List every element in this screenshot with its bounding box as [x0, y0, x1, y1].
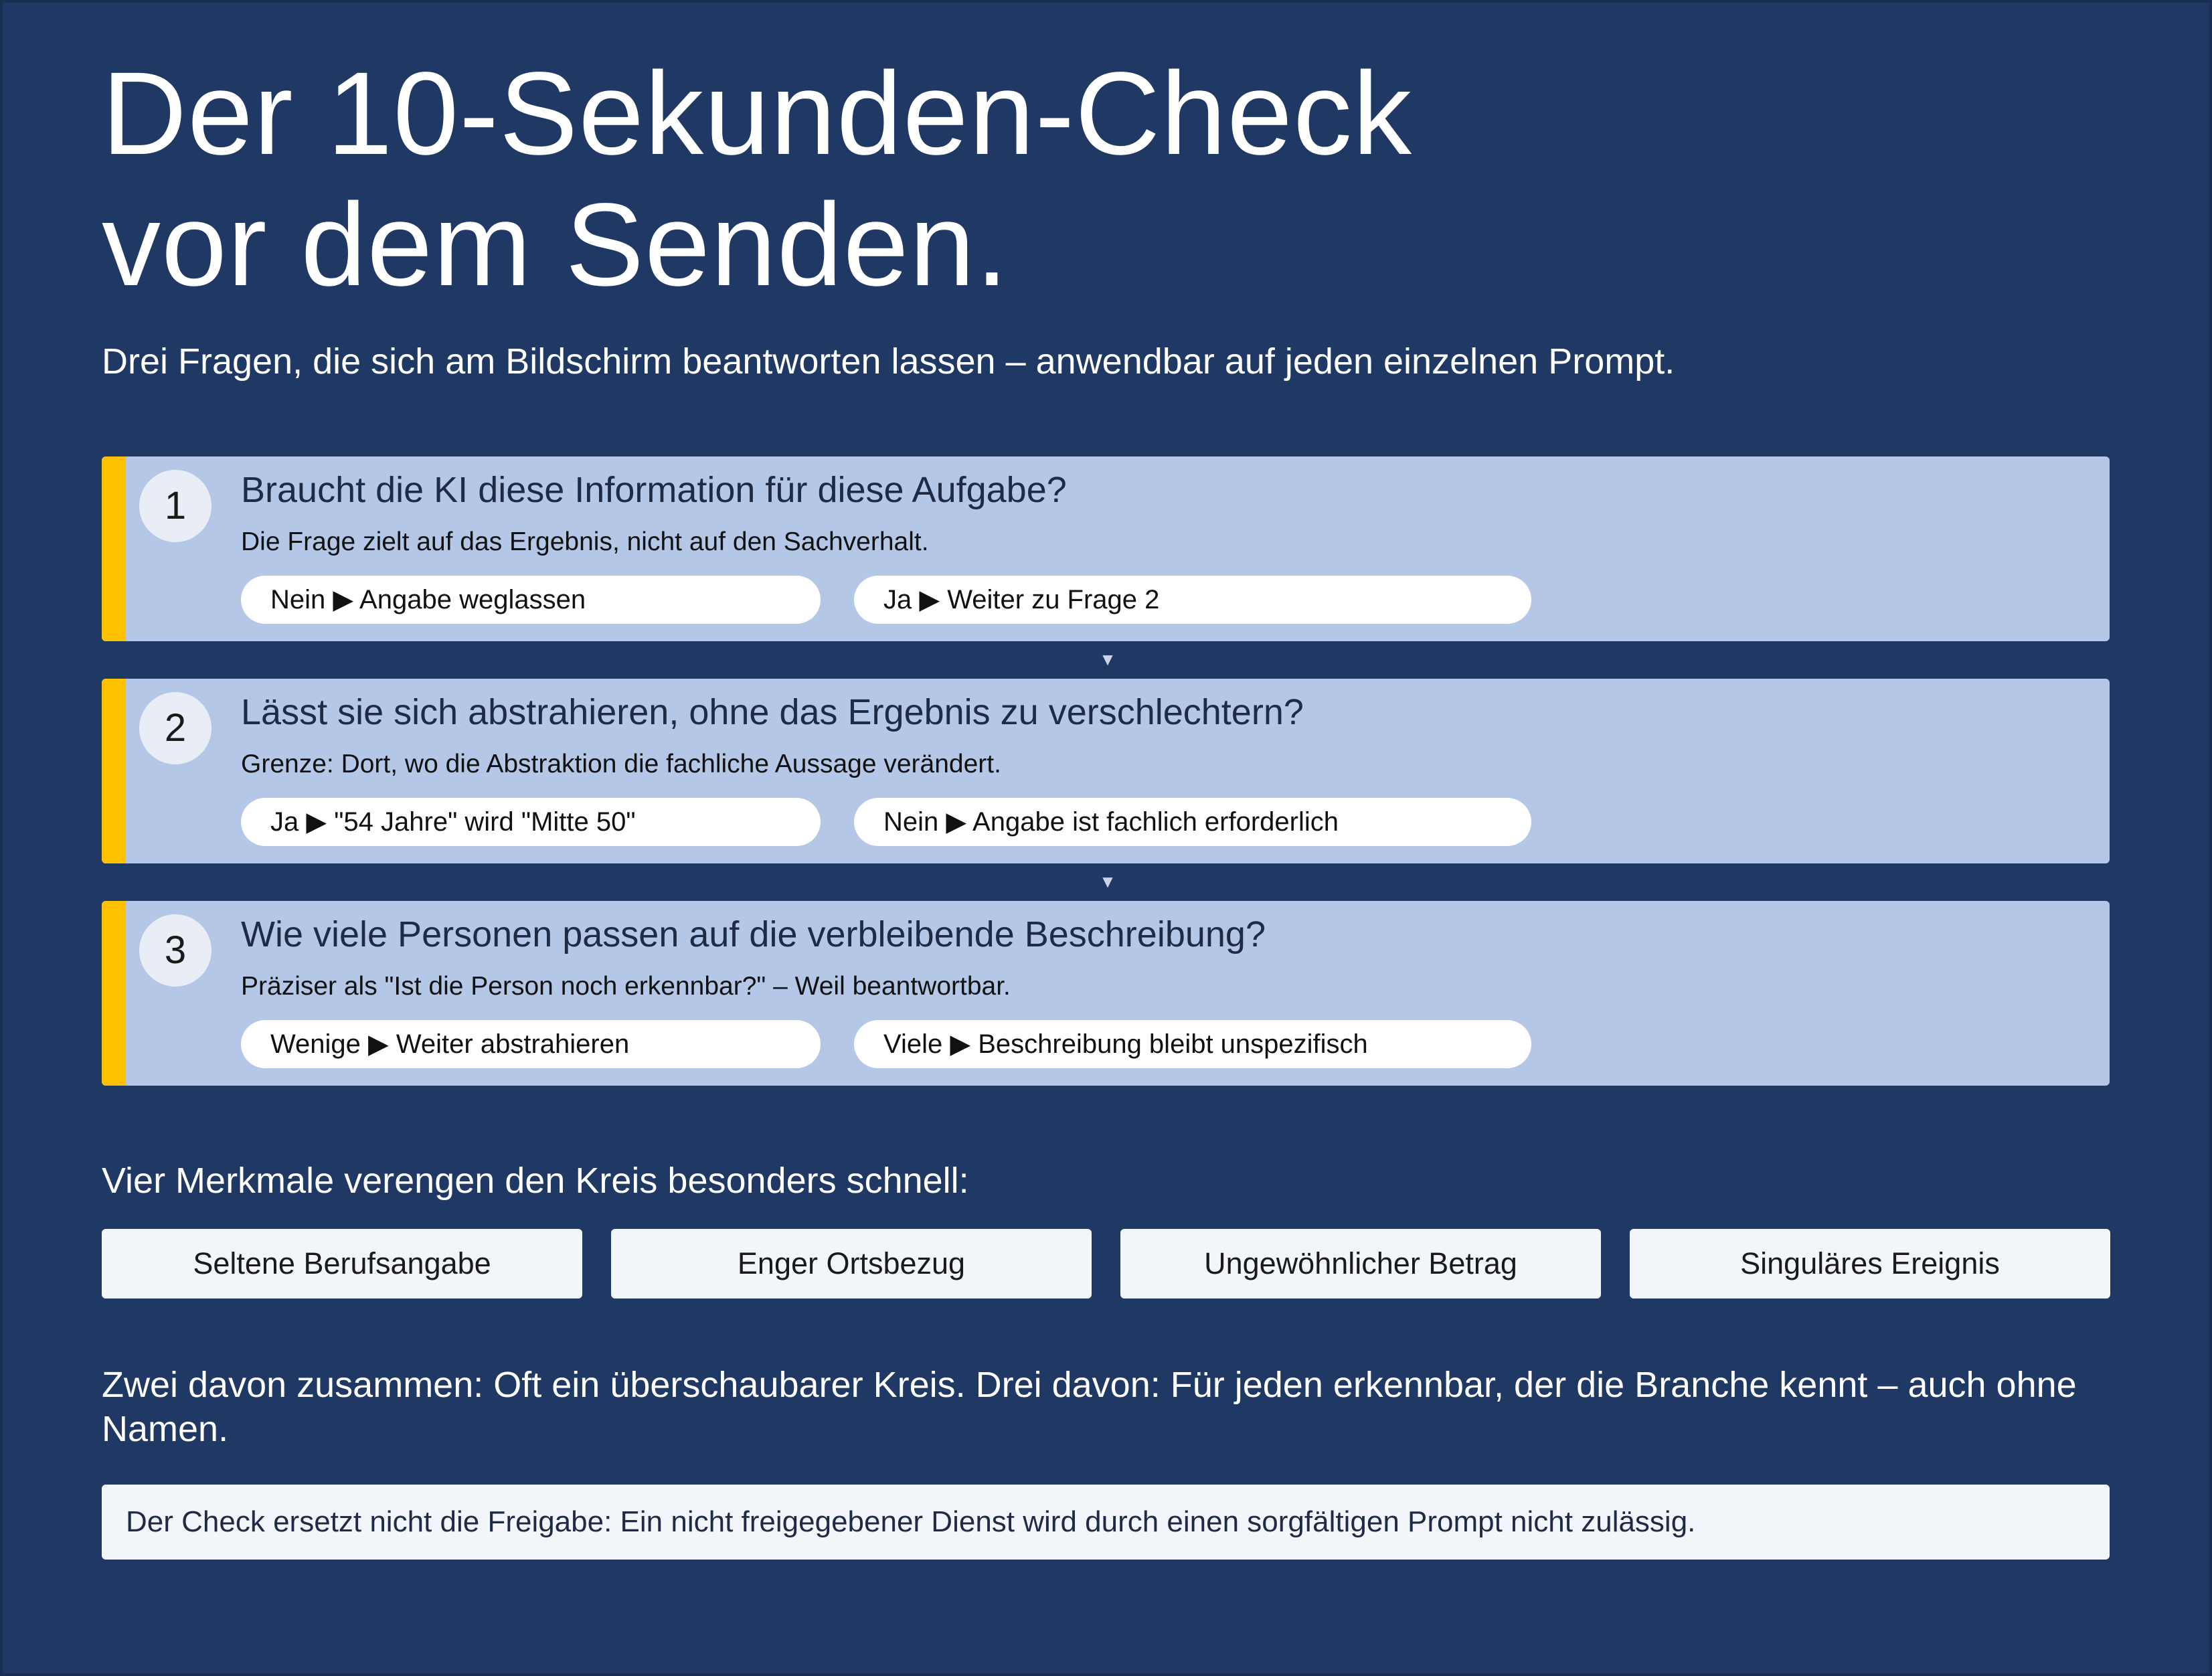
connector-arrow-icon: ▼ — [1099, 649, 1116, 669]
page-title — [102, 48, 1412, 311]
answer-option-no: Nein ▶ Angabe ist fachlich erforderlich — [854, 798, 1531, 846]
card-accent-bar — [102, 901, 126, 1086]
disclaimer-box: Der Check ersetzt nicht die Freigabe: Ein nicht freigegebener Dienst wird durch einen sorgfältigen Prompt nicht zulässig. — [102, 1485, 2110, 1560]
answer-option-many: Viele ▶ Beschreibung bleibt unspezifisch — [854, 1020, 1531, 1068]
answer-option-yes: Ja ▶ Weiter zu Frage 2 — [854, 576, 1531, 624]
question-note: Präziser als "Ist die Person noch erkennbar?" – Weil beantwortbar. — [241, 972, 1011, 1001]
combination-text: Zwei davon zusammen: Oft ein überschaubarer Kreis. Drei davon: Für jeden erkennbar, der die Branche kennt – auch ohne Namen. — [102, 1365, 2077, 1449]
card-accent-bar — [102, 456, 126, 641]
card-accent-bar — [102, 679, 126, 863]
feature-chip-event: Singuläres Ereignis — [1630, 1229, 2110, 1298]
question-text: Braucht die KI diese Information für diese Aufgabe? — [241, 470, 1067, 510]
page-title-line-1: Der 10-Sekunden-Check — [102, 48, 1413, 179]
answer-option-yes: Ja ▶ "54 Jahre" wird "Mitte 50" — [241, 798, 821, 846]
step-number-badge: 2 — [139, 692, 211, 764]
feature-chip-amount: Ungewöhnlicher Betrag — [1120, 1229, 1601, 1298]
question-card-3 — [102, 901, 2110, 1086]
question-card-2 — [102, 679, 2110, 863]
feature-chip-location: Enger Ortsbezug — [611, 1229, 1092, 1298]
connector-arrow-icon: ▼ — [1099, 871, 1116, 892]
step-number-badge: 3 — [139, 914, 211, 987]
answer-option-few: Wenige ▶ Weiter abstrahieren — [241, 1020, 821, 1068]
feature-chip-occupation: Seltene Berufsangabe — [102, 1229, 582, 1298]
question-text: Lässt sie sich abstrahieren, ohne das Ergebnis zu verschlechtern? — [241, 692, 1304, 732]
page-subtitle: Drei Fragen, die sich am Bildschirm beantworten lassen – anwendbar auf jeden einzelnen Prompt. — [102, 341, 1675, 382]
question-text: Wie viele Personen passen auf die verbleibende Beschreibung? — [241, 914, 1266, 954]
question-note: Grenze: Dort, wo die Abstraktion die fachliche Aussage verändert. — [241, 750, 1001, 778]
answer-option-no: Nein ▶ Angabe weglassen — [241, 576, 821, 624]
step-number-badge: 1 — [139, 470, 211, 542]
question-card-1 — [102, 456, 2110, 641]
question-note: Die Frage zielt auf das Ergebnis, nicht auf den Sachverhalt. — [241, 527, 929, 556]
page-title-line-2: vor dem Senden. — [102, 179, 1009, 311]
features-heading: Vier Merkmale verengen den Kreis besonders schnell: — [102, 1161, 969, 1201]
